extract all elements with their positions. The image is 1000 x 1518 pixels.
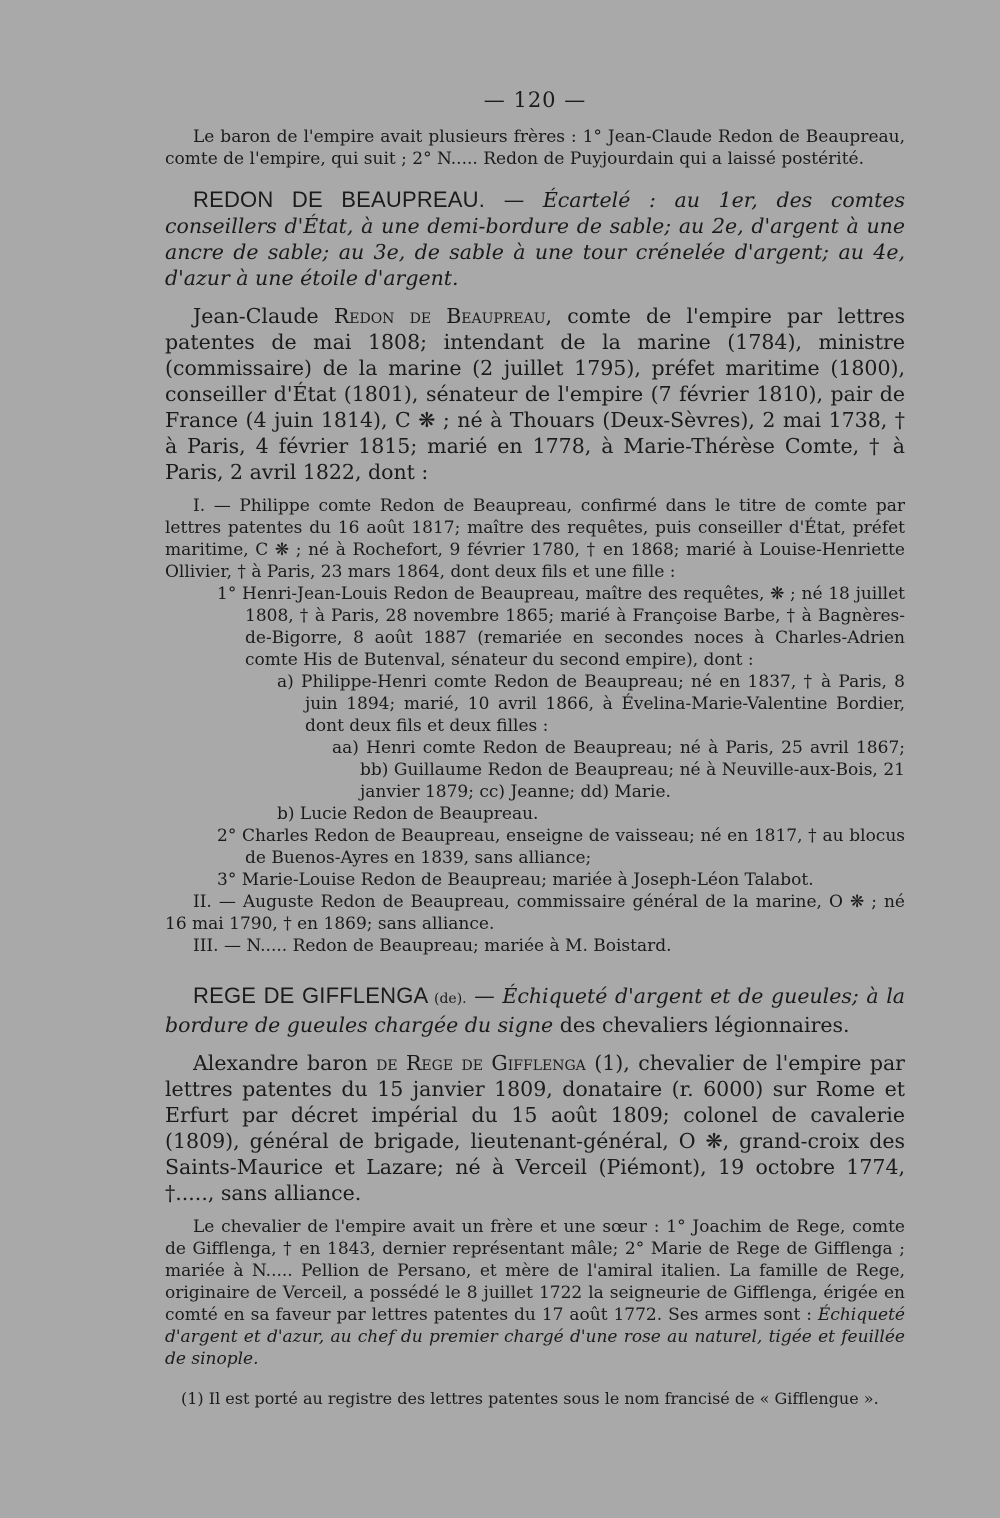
footnote: (1) Il est porté au registre des lettres patentes sous le nom francisé de « Gifflengue ». [181, 1389, 879, 1408]
entry-2-charles: 2° Charles Redon de Beaupreau, enseigne de vaisseau; né en 1817, † au blocus de Buenos-Ayres en 1839, sans alliance; [217, 826, 905, 868]
entry-b-lucie: b) Lucie Redon de Beaupreau. [277, 804, 539, 824]
heading-tail-2: des chevaliers légionnaires. [553, 1013, 850, 1037]
page-number: — 120 — [483, 88, 587, 112]
entry-1-henri: 1° Henri-Jean-Louis Redon de Beaupreau, maître des requêtes, ❋ ; né 18 juillet 1808, † à Paris, 28 novembre 1865; marié à Françoise Barbe, † à Bagnères-de-Bigorre, 8 août 1887 (remariée en secondes noces à Charles-Adrien comte His de Butenval, sénateur du second empire), dont : [217, 584, 905, 670]
p2-text: (1), chevalier de l'empire par lettres patentes du 15 janvier 1809, donataire (r. 6000) sur Rome et Erfurt par décret impérial du 15 août 1809; colonel de cavalerie (1809), général de brigade, lieutenant-général, O ❋, grand-croix des Saints-Maurice et Lazare; né à Verceil (Piémont), 19 octobre 1774, †....., sans alliance. [165, 1051, 905, 1205]
paragraph-chevalier [165, 1216, 905, 1370]
paragraph-alexandre [165, 1050, 905, 1206]
p3-text: Le chevalier de l'empire avait un frère et une sœur : 1° Joachim de Rege, comte de Gifflenga, † en 1843, dernier représentant mâle; 2° Marie de Rege de Gifflenga ; mariée à N..... Pellion de Persano, et mère de l'amiral italien. La famille de Rege, originaire de Verceil, a possédé le 8 juillet 1722 la seigneurie de Gifflenga, érigée en comté en sa faveur par lettres patentes du 17 août 1772. Ses armes sont : [165, 1217, 905, 1325]
entry-roman-2: II. — Auguste Redon de Beaupreau, commissaire général de la marine, O ❋ ; né 16 mai 1790, † en 1869; sans alliance. [165, 892, 905, 934]
heading-dash-2: — [466, 984, 503, 1008]
p1-text: , comte de l'empire par lettres patentes de mai 1808; intendant de la marine (1784), ministre (commissaire) de la marine (2 juillet 1795), préfet maritime (1800), conseiller d'État (1801), sénateur de l'empire (7 février 1810), pair de France (4 juin 1814), C ❋ ; né à Thouars (Deux-Sèvres), 2 mai 1738, † à Paris, 4 février 1815; marié en 1778, à Marie-Thérèse Comte, † à Paris, 2 avril 1822, dont : [165, 304, 905, 484]
heading-redon-de-beaupreau [165, 187, 905, 291]
p2-prefix: Alexandre baron [193, 1051, 377, 1075]
heading-arms: Écartelé : au 1er, des comtes conseillers d'État, à une demi-bordure de sable; au 2e, d'argent à une ancre de sable; au 3e, de sable à une tour crénelée d'argent; au 4e, d'azur à une étoile d'argent. [165, 188, 905, 290]
heading-rege-de-gifflenga [165, 983, 905, 1038]
heading-arms-2: Échiqueté d'argent et de gueules; à la bordure de gueules chargée du signe [165, 984, 906, 1037]
heading-name-2: REGE DE GIFFLENGA [193, 983, 429, 1008]
entry-3-marie-louise: 3° Marie-Louise Redon de Beaupreau; mariée à Joseph-Léon Talabot. [217, 870, 814, 890]
entry-roman-1: I. — Philippe comte Redon de Beaupreau, confirmé dans le titre de comte par lettres patentes du 16 août 1817; maître des requêtes, puis conseiller d'État, préfet maritime, C ❋ ; né à Rochefort, 9 février 1780, † en 1868; marié à Louise-Henriette Ollivier, † à Paris, 23 mars 1864, dont deux fils et une fille : [165, 496, 905, 582]
paragraph-jean-claude [165, 303, 905, 485]
entry-roman-3: III. — N..... Redon de Beaupreau; mariée à M. Boistard. [193, 936, 672, 956]
p1-name: Redon de Beaupreau [333, 304, 546, 328]
p2-name: de Rege de Gifflenga [376, 1051, 586, 1075]
heading-dash: — [485, 188, 543, 212]
intro-paragraph: Le baron de l'empire avait plusieurs frères : 1° Jean-Claude Redon de Beaupreau, comte de l'empire, qui suit ; 2° N..... Redon de Puyjourdain qui a laissé postérité. [165, 127, 905, 169]
heading-de-2: (de). [428, 991, 467, 1007]
entry-aa-children: aa) Henri comte Redon de Beaupreau; né à Paris, 25 avril 1867; bb) Guillaume Redon de Beaupreau; né à Neuville-aux-Bois, 21 janvier 1879; cc) Jeanne; dd) Marie. [332, 738, 905, 802]
heading-name: REDON DE BEAUPREAU. [193, 187, 486, 212]
p3-arms: Échiqueté d'argent et d'azur, au chef du premier chargé d'une rose au naturel, tigée et feuillée de sinople. [165, 1305, 905, 1369]
p1-prefix: Jean-Claude [193, 304, 334, 328]
entry-a-philippe-henri: a) Philippe-Henri comte Redon de Beaupreau; né en 1837, † à Paris, 8 juin 1894; marié, 10 avril 1866, à Évelina-Marie-Valentine Bordier, dont deux fils et deux filles : [277, 672, 905, 736]
